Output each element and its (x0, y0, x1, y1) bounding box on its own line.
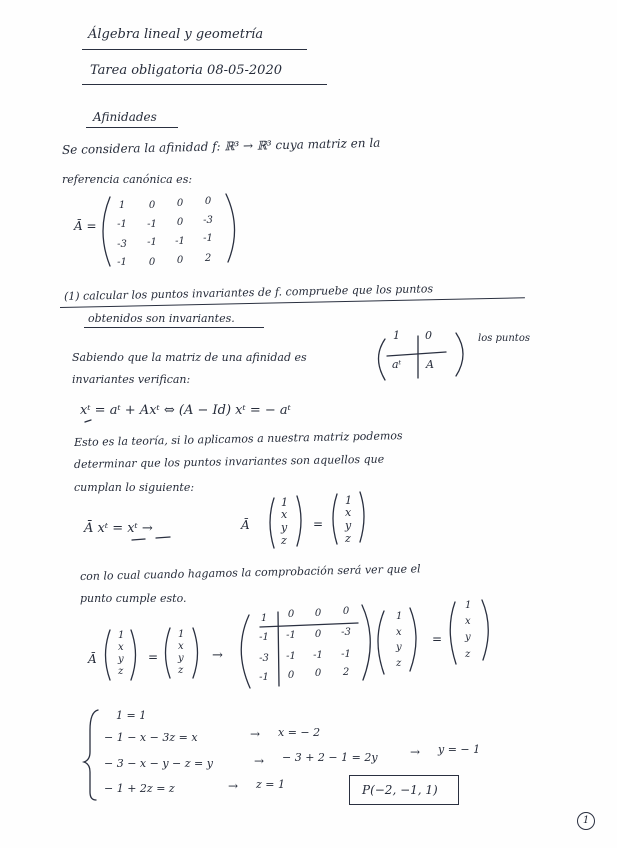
underline-mark (156, 537, 170, 538)
question-line-1: (1) calcular los puntos invariantes de f. compruebe que los puntos (63, 282, 434, 303)
matrix-cell: 0 (176, 255, 184, 266)
check-eq-sign-2: = (432, 632, 443, 646)
paren-left (106, 630, 111, 680)
matrix-cell: -1 (286, 651, 296, 662)
underline-mark (85, 420, 91, 422)
vector-entry: y (396, 642, 402, 653)
matrix-cell: -1 (259, 672, 269, 683)
vector-entry: y (118, 654, 124, 665)
check-arrow: → (212, 648, 223, 663)
application-line-2: determinar que los puntos invariantes son aquellos que (73, 452, 385, 471)
matrix-cell: -1 (147, 219, 157, 230)
matrix-cell: -1 (117, 219, 127, 230)
paren-left (379, 339, 386, 380)
paren-left (241, 615, 250, 688)
vector-entry: y (281, 521, 288, 534)
vector-entry: 1 (281, 496, 288, 509)
theory-line-2: invariantes verifican: (72, 373, 191, 386)
paren-right (362, 605, 370, 680)
matrix-cell: 0 (287, 670, 295, 681)
matrix-cell: 0 (148, 200, 156, 211)
application-abar: Ā (241, 518, 250, 532)
matrix-cell: -1 (259, 632, 269, 643)
system-arrow: → (410, 745, 421, 759)
paren-right (297, 496, 301, 546)
paren-right (456, 333, 463, 376)
block-divider-h (387, 352, 446, 356)
vector-entry: z (465, 649, 471, 660)
matrix-cell: 2 (204, 253, 212, 264)
system-arrow: → (250, 727, 261, 741)
system-eq-2-result: x = − 2 (278, 726, 321, 739)
section-title: Afinidades (93, 110, 157, 124)
paren-right (482, 600, 488, 660)
matrix-cell: -1 (286, 630, 296, 641)
block-top-right: 0 (425, 329, 432, 342)
matrix-cell: -1 (341, 649, 351, 660)
system-eq-3-result: − 3 + 2 − 1 = 2y (282, 751, 378, 764)
block-top-left: 1 (393, 329, 400, 342)
system-eq-3: − 3 − x − y − z = y (104, 757, 213, 770)
vector-entry: 1 (345, 494, 352, 507)
matrix-cell: 0 (176, 217, 184, 228)
matrix-cell: 1 (118, 200, 126, 211)
paren-right (410, 608, 416, 671)
vector-entry: z (118, 666, 124, 677)
check-line-2: punto cumple esto. (80, 592, 187, 605)
matrix-cell: 0 (148, 257, 156, 268)
matrix-cell: 0 (314, 668, 322, 679)
vector-entry: z (345, 532, 351, 545)
system-eq-2: − 1 − x − 3z = x (104, 731, 198, 744)
matrix-cell: 0 (314, 608, 322, 619)
block-bottom-left: aᵗ (392, 358, 402, 371)
matrix-cell: -3 (341, 627, 351, 638)
matrix-cell: 2 (342, 667, 350, 678)
question-line-2: obtenidos son invariantes. (88, 312, 235, 325)
paren-left (270, 498, 274, 548)
paren-right (131, 630, 136, 680)
vector-entry: x (465, 616, 471, 627)
underline-mark (132, 539, 145, 540)
system-eq-4-result: z = 1 (256, 778, 286, 791)
theory-line-1-end: los puntos (478, 333, 530, 344)
paren-left (378, 611, 384, 674)
matrix-cell: 0 (287, 609, 295, 620)
check-line-1: con lo cual cuando hagamos la comprobación será ver que el (79, 562, 421, 583)
vector-entry: z (281, 534, 287, 547)
page-number-text: 1 (582, 815, 590, 826)
vector-entry: z (396, 658, 402, 669)
matrix-cell: -1 (117, 257, 127, 268)
vector-entry: 1 (118, 630, 125, 641)
intro-line-1: Se considera la afinidad f: ℝ³ → ℝ³ cuya matriz en la (61, 135, 381, 157)
paren-left (103, 197, 110, 266)
theory-line-1: Sabiendo que la matriz de una afinidad es (72, 351, 307, 364)
theory-equation: xᵗ = aᵗ + Axᵗ ⇔ (A − Id) xᵗ = − aᵗ (80, 403, 291, 418)
vector-entry: z (178, 665, 184, 676)
system-brace (84, 710, 98, 800)
system-eq-3-final: y = − 1 (438, 743, 481, 756)
vector-entry: y (345, 519, 352, 532)
matrix-cell: -1 (147, 237, 157, 248)
block-divider-v (278, 612, 279, 686)
check-eq-sign: = (148, 650, 159, 664)
vector-entry: 1 (396, 611, 403, 622)
matrix-cell: 0 (176, 198, 184, 209)
matrix-cell: 0 (204, 196, 212, 207)
vector-entry: x (281, 508, 288, 521)
system-eq-4: − 1 + 2z = z (104, 782, 175, 795)
matrix-cell: 0 (342, 606, 350, 617)
course-title: Álgebra lineal y geometría (88, 27, 264, 42)
paren-right (360, 492, 364, 542)
intro-line-2: referencia canónica es: (62, 173, 193, 186)
paren-left (450, 602, 456, 664)
vector-entry: 1 (178, 629, 185, 640)
vector-entry: 1 (465, 600, 472, 611)
vector-entry: x (396, 627, 402, 638)
block-bottom-right: A (426, 358, 434, 371)
vector-entry: x (118, 642, 124, 653)
answer-point: P(−2, −1, 1) (362, 783, 438, 797)
matrix-label: Ā = (74, 219, 97, 233)
application-line-1: Esto es la teoría, si lo aplicamos a nuestra matriz podemos (73, 429, 403, 449)
matrix-cell: -3 (117, 239, 127, 250)
application-eq-sign: = (313, 517, 324, 531)
application-line-3: cumplan lo siguiente: (74, 481, 195, 494)
application-equation: Ā xᵗ = xᵗ → (84, 521, 153, 536)
matrix-cell: -1 (313, 650, 323, 661)
vector-entry: x (178, 641, 184, 652)
matrix-cell: -1 (203, 233, 213, 244)
vector-entry: y (178, 653, 184, 664)
matrix-cell: -1 (175, 236, 185, 247)
paren-right (226, 194, 235, 262)
check-abar: Ā (88, 652, 97, 666)
matrix-cell: 0 (314, 629, 322, 640)
system-eq-1: 1 = 1 (116, 709, 147, 722)
matrix-cell: -3 (259, 653, 269, 664)
paren-right (193, 628, 198, 678)
system-arrow: → (254, 754, 265, 768)
vector-entry: x (345, 506, 352, 519)
block-divider-h (260, 623, 358, 627)
system-arrow: → (228, 779, 239, 793)
matrix-cell: 1 (260, 613, 268, 624)
matrix-cell: -3 (203, 215, 213, 226)
paren-left (166, 628, 171, 678)
vector-entry: y (465, 632, 471, 643)
assignment-title: Tarea obligatoria 08-05-2020 (90, 63, 282, 78)
paren-left (333, 494, 337, 544)
